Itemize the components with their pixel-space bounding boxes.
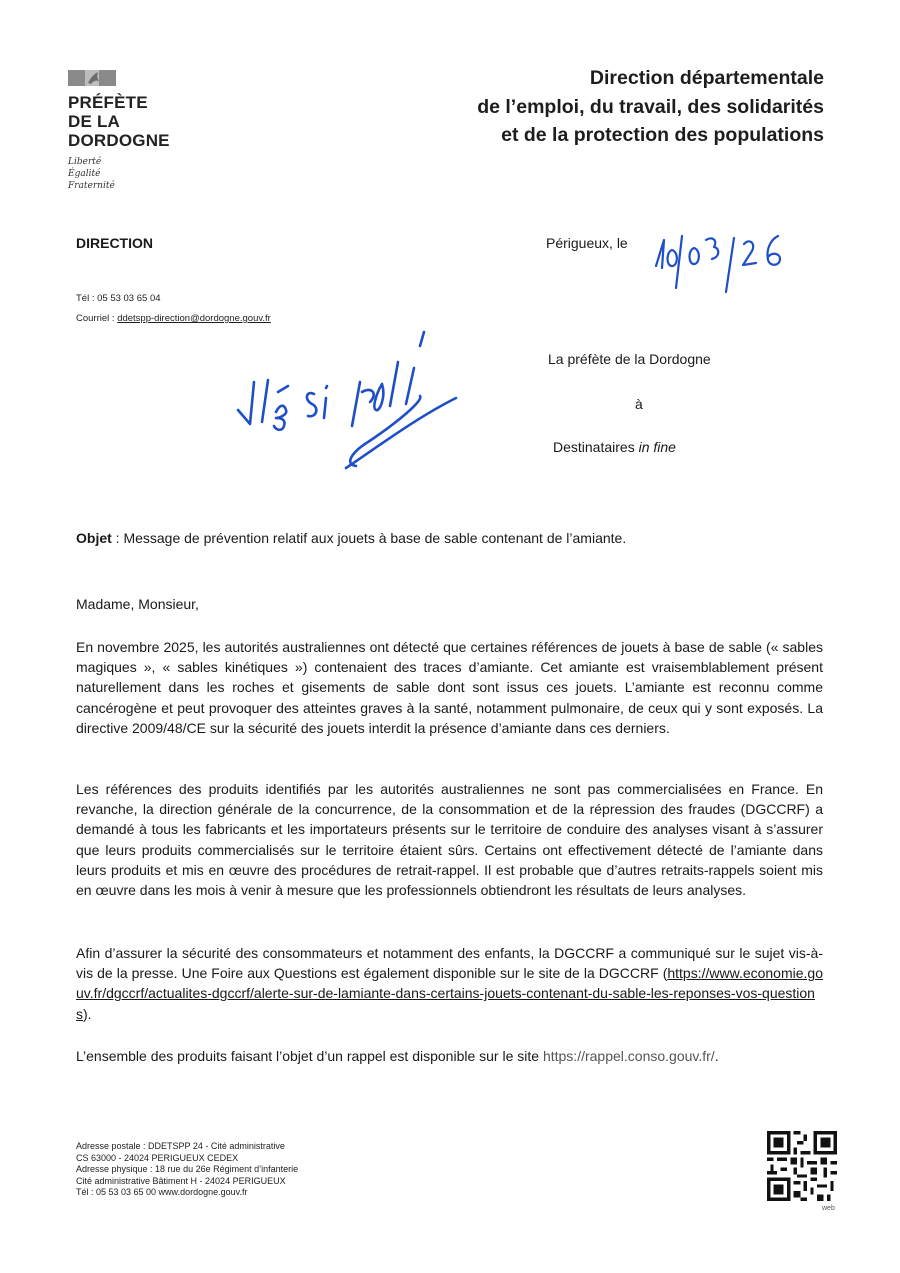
subject-label: Objet — [76, 530, 112, 546]
footer-address — [76, 1141, 298, 1199]
sender-authority: La préfète de la Dordogne — [548, 351, 711, 367]
to-word: à — [635, 396, 643, 412]
sender-phone: Tél : 05 53 03 65 04 — [76, 293, 161, 304]
prefecture-line: DORDOGNE — [68, 131, 170, 150]
paragraph-4 — [76, 1046, 823, 1066]
title-line: de l’emploi, du travail, des solidarités — [477, 95, 824, 118]
salutation: Madame, Monsieur, — [76, 596, 199, 612]
paragraph-2: Les références des produits identifiés par les autorités australiennes ne sont pas commercialisées en France. En revanche, la direction générale de la concurrence, de la consommation et de la répression des fraudes (DGCCRF) a demandé à tous les fabricants et les importateurs présents sur le territoire de conduire des analyses visant à s’assurer que leurs produits commercialisés sur le territoire étaient sûrs. Certains ont effectivement détecté de l’amiante dans leurs produits et mis en œuvre des procédures de retrait-rappel. Il est probable que d’autres retraits-rappels soient mis en œuvre dans les mois à venir à mesure que les professionnels obtiendront les résultats de leurs analyses. — [76, 781, 823, 899]
prefecture-name — [68, 93, 170, 150]
marianne-logo-icon — [68, 70, 116, 86]
prefecture-line: PRÉFÈTE — [68, 93, 148, 112]
title-line: Direction départementale — [589, 67, 824, 89]
footer-line: Adresse postale : DDETSPP 24 - Cité administrative — [76, 1141, 285, 1151]
department-label: DIRECTION — [76, 235, 153, 251]
republic-motto — [68, 156, 115, 192]
paragraph-3-text: Afin d’assurer la sécurité des consommateurs et notamment des enfants, la DGCCRF a communiqué sur le sujet vis-à-vis de la presse. Une Foire aux Questions est également disponible sur le site de la DGCCRF ( — [76, 945, 823, 982]
paragraph-3 — [76, 943, 823, 1024]
title-line: et de la protection des populations — [501, 124, 824, 146]
faq-link[interactable]: https://www.economie.gouv.fr/dgccrf/actualites-dgccrf/alerte-sur-de-lamiante-dans-certains-jouets-contenant-du-sable-les-reponses-vos-questions — [76, 965, 823, 1022]
motto-line: Liberté — [68, 157, 102, 167]
recipients-in-fine: in fine — [638, 439, 676, 455]
motto-line: Égalité — [68, 169, 101, 179]
paragraph-3-end: ). — [83, 1005, 92, 1022]
handwritten-annotation — [228, 322, 468, 472]
footer-line: Adresse physique : 18 rue du 26e Régiment d’infanterie — [76, 1164, 299, 1174]
paragraph-1: En novembre 2025, les autorités australiennes ont détecté que certaines références de jouets à base de sable (« sables magiques », « sables kinétiques ») contenaient des traces d’amiante. Cet amiante est vraisemblablement présent naturellement dans les roches et gisements de sable dont sont issus ces jouets. L’amiante est reconnu comme cancérogène et peut provoquer des atteintes graves à la santé, notamment pulmonaire, de ceux qui y sont exposés. La directive 2009/48/CE sur la sécurité des jouets interdit la présence d’amiante dans ces derniers. — [76, 639, 823, 736]
directorate-title — [477, 64, 824, 150]
subject-line — [76, 530, 626, 546]
qr-code-icon[interactable] — [767, 1131, 837, 1201]
handwritten-date — [650, 218, 800, 298]
place-date-label: Périgueux, le — [546, 235, 628, 251]
email-label: Courriel : — [76, 313, 118, 324]
motto-line: Fraternité — [68, 181, 115, 191]
footer-line: Tél : 05 53 03 65 00 www.dordogne.gouv.fr — [76, 1187, 248, 1197]
email-link[interactable]: ddetspp-direction@dordogne.gouv.fr — [117, 313, 271, 324]
recipients-prefix: Destinataires — [553, 439, 639, 455]
recall-site-link[interactable]: https://rappel.conso.gouv.fr/ — [542, 1048, 715, 1064]
paragraph-4-text: L’ensemble des produits faisant l’objet d’un rappel est disponible sur le site — [76, 1048, 543, 1064]
recipients-label — [553, 439, 676, 455]
footer-line: CS 63000 - 24024 PERIGUEUX CEDEX — [76, 1152, 239, 1163]
subject-text: : Message de prévention relatif aux jouets à base de sable contenant de l’amiante. — [111, 530, 627, 546]
paragraph-4-end: . — [714, 1048, 719, 1064]
qr-label: web — [822, 1205, 835, 1212]
prefecture-line: DE LA — [68, 112, 120, 131]
footer-line: Cité administrative Bâtiment H - 24024 PERIGUEUX — [76, 1175, 286, 1186]
